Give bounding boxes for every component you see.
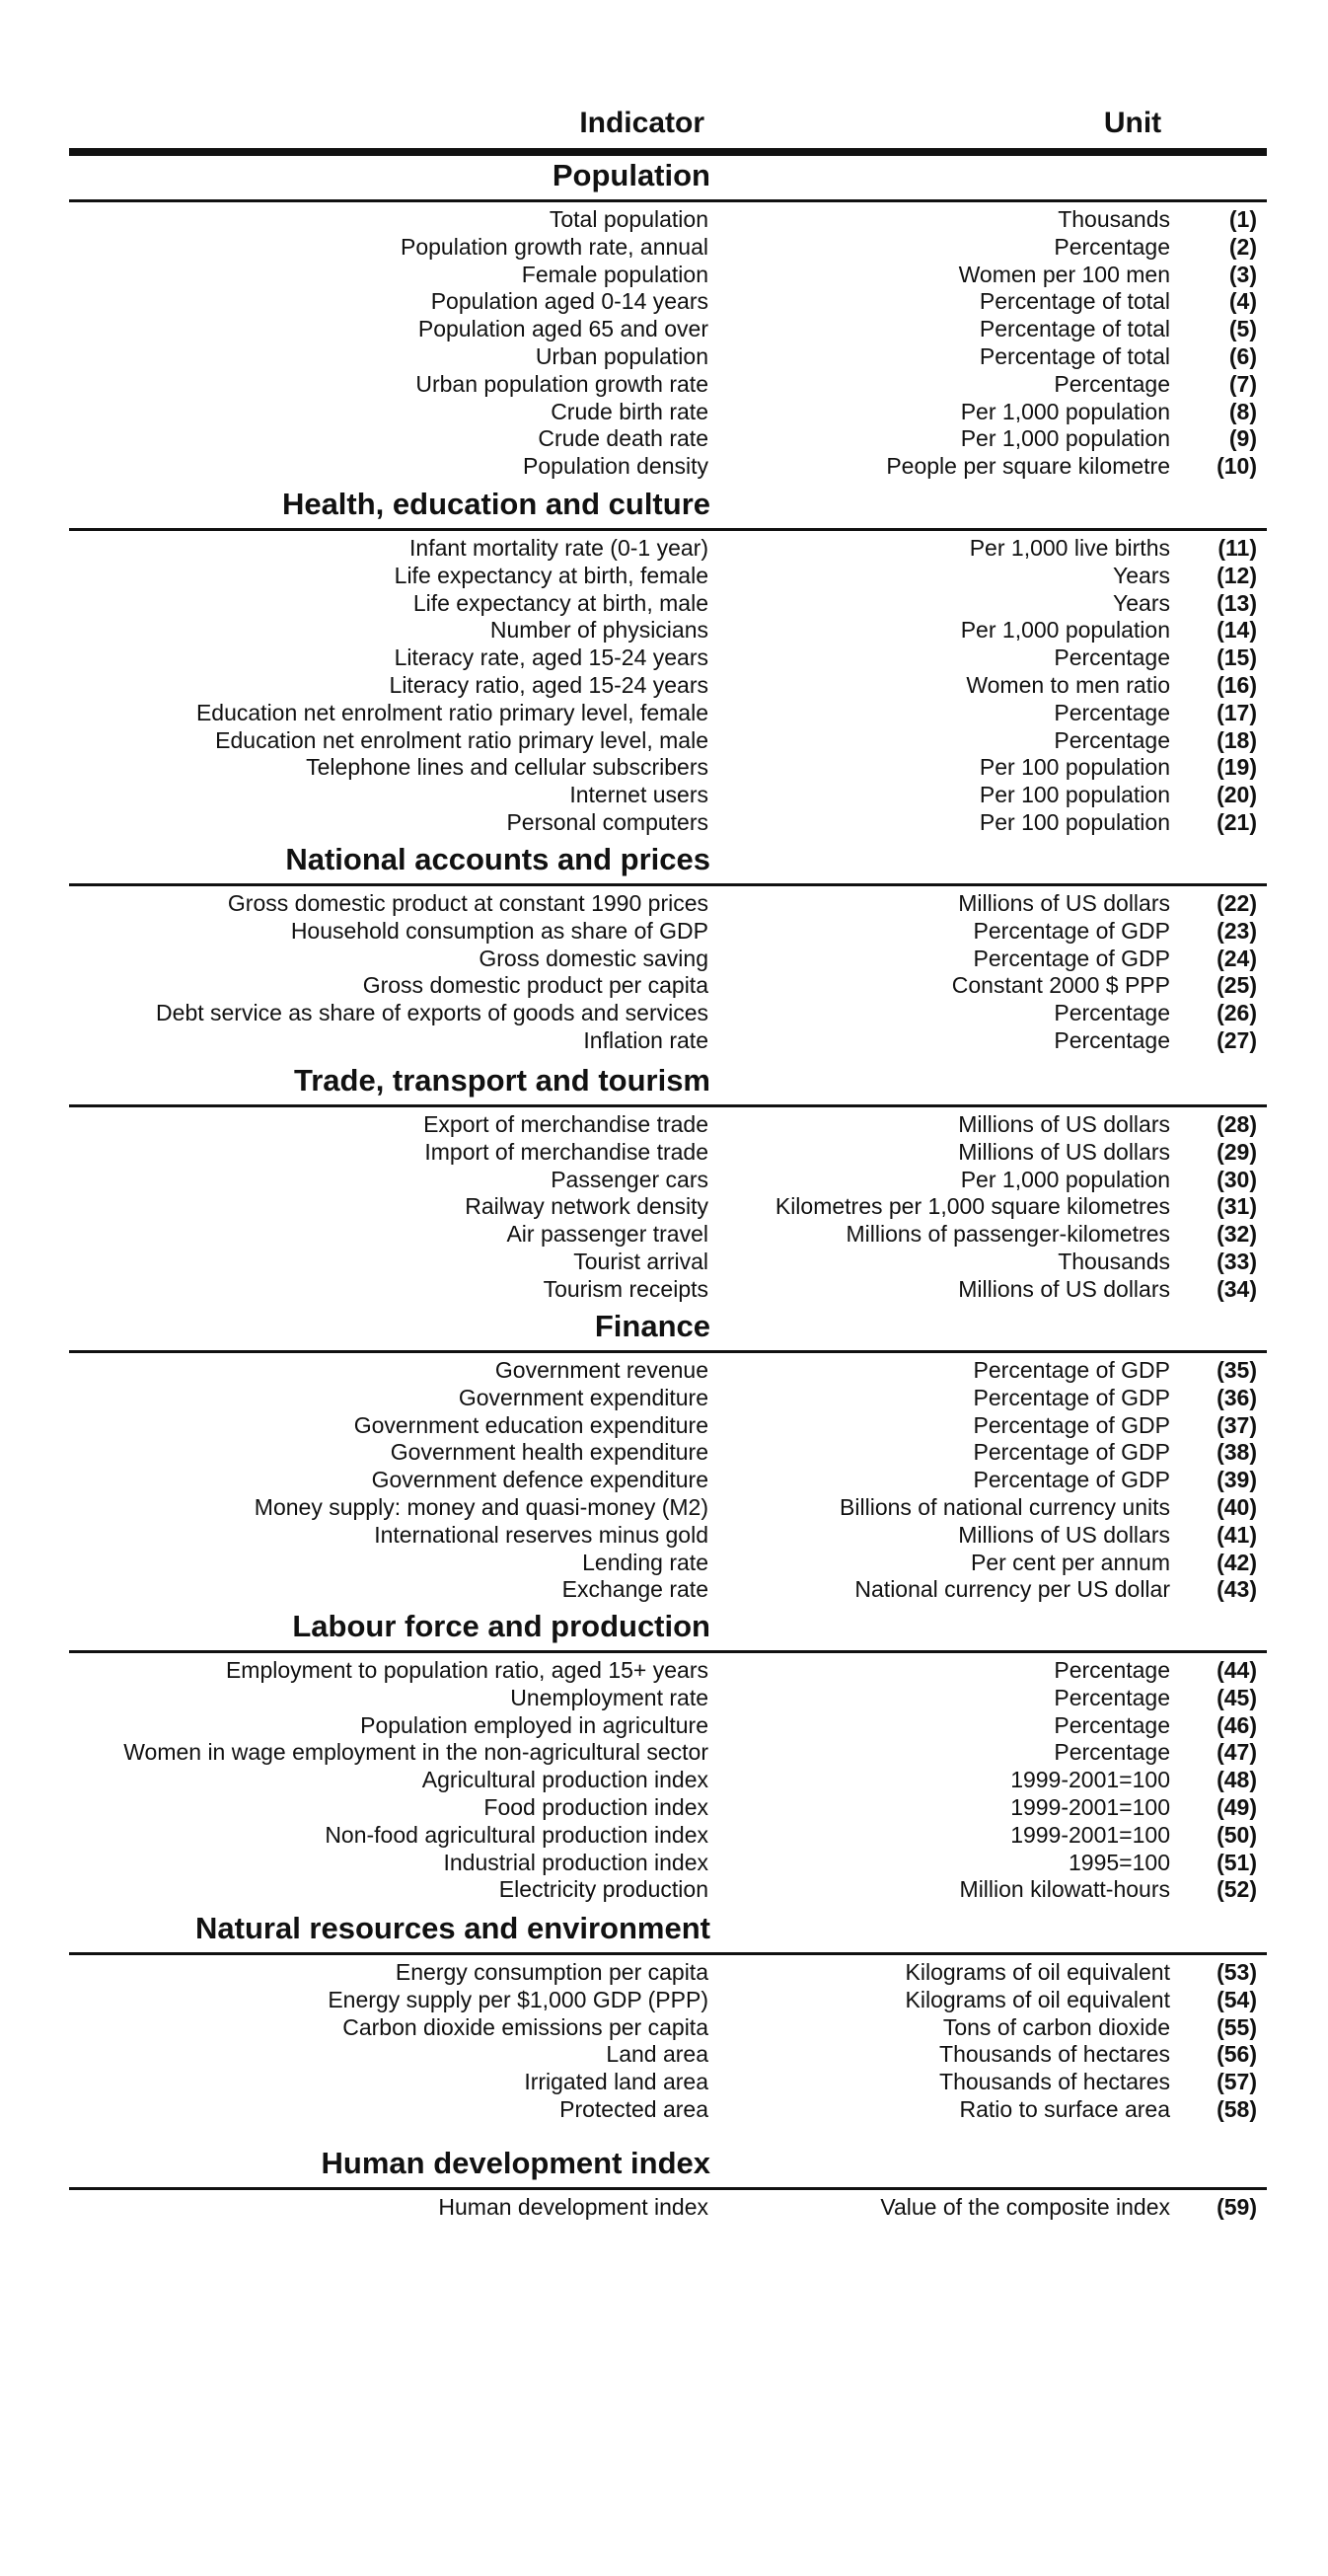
row-number: (18) — [1217, 726, 1257, 753]
row-number: (21) — [1217, 809, 1257, 835]
row-number: (26) — [1217, 1000, 1257, 1026]
unit-label: Kilograms of oil equivalent — [905, 1959, 1170, 1985]
row-number: (46) — [1217, 1711, 1257, 1738]
row-number: (52) — [1217, 1876, 1257, 1903]
table-row — [0, 1356, 1328, 1384]
table-row — [0, 1793, 1328, 1821]
unit-label: Per 1,000 population — [960, 425, 1170, 452]
row-number: (23) — [1217, 917, 1257, 944]
table-row — [0, 671, 1328, 699]
row-number: (43) — [1217, 1576, 1257, 1603]
table-row — [0, 616, 1328, 644]
table-row — [0, 1110, 1328, 1138]
table-row — [0, 781, 1328, 808]
section-title-trade-transport-and-tourism: Trade, transport and tourism — [293, 1063, 710, 1098]
row-number: (31) — [1217, 1193, 1257, 1220]
unit-label: Percentage — [1054, 1711, 1170, 1738]
indicator-name: Life expectancy at birth, female — [394, 562, 708, 588]
unit-label: Tons of carbon dioxide — [942, 2013, 1170, 2040]
table-row — [0, 726, 1328, 754]
row-number: (1) — [1228, 206, 1257, 232]
table-row — [0, 1684, 1328, 1711]
indicator-name: Telephone lines and cellular subscribers — [306, 754, 708, 781]
indicator-name: Crude birth rate — [551, 398, 708, 424]
table-row — [0, 753, 1328, 781]
unit-label: Percentage — [1054, 644, 1170, 671]
row-number: (34) — [1217, 1275, 1257, 1302]
indicator-name: Food production index — [483, 1794, 708, 1820]
indicator-name: Land area — [606, 2041, 708, 2068]
section-title-human-development-index: Human development index — [321, 2146, 710, 2180]
indicator-name: Population employed in agriculture — [360, 1711, 708, 1738]
table-row — [0, 205, 1328, 233]
row-number: (49) — [1217, 1794, 1257, 1820]
table-row — [0, 315, 1328, 342]
table-row — [0, 889, 1328, 917]
table-row — [0, 261, 1328, 288]
indicator-name: Literacy rate, aged 15-24 years — [394, 644, 708, 671]
row-number: (8) — [1228, 398, 1257, 424]
indicator-name: Import of merchandise trade — [424, 1138, 708, 1165]
table-row — [0, 2013, 1328, 2041]
table-row — [0, 1220, 1328, 1248]
row-number: (15) — [1217, 644, 1257, 671]
table-row — [0, 233, 1328, 261]
table-row — [0, 2068, 1328, 2095]
indicator-name: Population aged 0-14 years — [430, 288, 708, 315]
table-row — [0, 424, 1328, 452]
unit-label: Per 100 population — [979, 782, 1170, 808]
row-number: (11) — [1217, 535, 1257, 561]
unit-label: Per 100 population — [979, 809, 1170, 835]
unit-label: Constant 2000 $ PPP — [951, 972, 1170, 999]
indicator-name: Electricity production — [498, 1876, 708, 1903]
unit-label: 1999-2001=100 — [1010, 1821, 1170, 1848]
unit-label: Millions of US dollars — [958, 1275, 1170, 1302]
indicator-name: Lending rate — [582, 1549, 708, 1575]
table-row — [0, 999, 1328, 1026]
table-row — [0, 699, 1328, 726]
indicator-name: Personal computers — [506, 809, 708, 835]
unit-label: 1995=100 — [1069, 1849, 1170, 1875]
section-rule — [69, 1650, 1267, 1653]
row-number: (41) — [1217, 1521, 1257, 1548]
indicator-name: Internet users — [569, 782, 708, 808]
row-number: (14) — [1217, 617, 1257, 644]
indicator-name: Irrigated land area — [524, 2069, 708, 2095]
unit-label: Per 1,000 population — [960, 398, 1170, 424]
table-row — [0, 1575, 1328, 1603]
unit-label: Ratio to surface area — [959, 2096, 1170, 2122]
row-number: (7) — [1228, 370, 1257, 397]
row-number: (19) — [1217, 754, 1257, 781]
unit-label: Percentage — [1054, 726, 1170, 753]
indicator-name: Air passenger travel — [506, 1221, 708, 1248]
header-rule — [69, 148, 1267, 156]
unit-label: 1999-2001=100 — [1010, 1794, 1170, 1820]
row-number: (24) — [1217, 945, 1257, 971]
row-number: (39) — [1217, 1467, 1257, 1493]
row-number: (30) — [1217, 1166, 1257, 1192]
unit-label: Per cent per annum — [970, 1549, 1170, 1575]
unit-label: Per 1,000 population — [960, 617, 1170, 644]
table-row — [0, 287, 1328, 315]
indicator-name: Government defence expenditure — [371, 1467, 708, 1493]
unit-label: Millions of US dollars — [958, 890, 1170, 916]
table-row — [0, 1986, 1328, 2013]
unit-label: Per 100 population — [979, 754, 1170, 781]
section-rule — [69, 1350, 1267, 1353]
indicator-name: Inflation rate — [583, 1027, 708, 1053]
unit-label: Women per 100 men — [958, 261, 1170, 287]
indicator-name: Government health expenditure — [390, 1439, 708, 1466]
table-row — [0, 1026, 1328, 1054]
table-row — [0, 1138, 1328, 1166]
row-number: (33) — [1217, 1249, 1257, 1274]
unit-label: Percentage — [1054, 1000, 1170, 1026]
unit-label: Million kilowatt-hours — [959, 1876, 1170, 1903]
unit-column-header: Unit — [1103, 107, 1162, 139]
table-row — [0, 2095, 1328, 2123]
row-number: (55) — [1217, 2013, 1257, 2040]
unit-label: Women to men ratio — [966, 672, 1170, 698]
table-row — [0, 1166, 1328, 1193]
table-header — [0, 107, 1328, 146]
unit-label: Per 1,000 population — [960, 1166, 1170, 1192]
row-number: (53) — [1217, 1959, 1257, 1985]
table-row — [0, 2193, 1328, 2221]
indicator-name: Energy supply per $1,000 GDP (PPP) — [328, 1986, 708, 2012]
table-row — [0, 1248, 1328, 1275]
table-row — [0, 1438, 1328, 1466]
table-row — [0, 562, 1328, 589]
table-row — [0, 644, 1328, 671]
unit-label: National currency per US dollar — [854, 1576, 1170, 1603]
row-number: (22) — [1217, 890, 1257, 916]
indicator-name: Non-food agricultural production index — [325, 1821, 708, 1848]
indicator-name: Urban population growth rate — [415, 370, 708, 397]
indicator-name: Population aged 65 and over — [417, 316, 708, 342]
indicator-name: Urban population — [535, 343, 708, 369]
indicator-name: Number of physicians — [489, 617, 708, 644]
table-row — [0, 1493, 1328, 1521]
row-number: (9) — [1228, 425, 1257, 452]
section-title-labour-force-and-production: Labour force and production — [292, 1609, 710, 1643]
indicator-name: Export of merchandise trade — [423, 1111, 708, 1137]
table-row — [0, 398, 1328, 425]
unit-label: Percentage — [1054, 1657, 1170, 1683]
row-number: (58) — [1217, 2096, 1257, 2122]
indicator-name: Household consumption as share of GDP — [290, 917, 708, 944]
indicator-name: Protected area — [559, 2096, 708, 2122]
unit-label: Millions of US dollars — [958, 1138, 1170, 1165]
unit-label: Millions of passenger-kilometres — [846, 1221, 1170, 1248]
indicator-name: Human development index — [438, 2194, 708, 2220]
table-row — [0, 342, 1328, 370]
table-row — [0, 452, 1328, 480]
row-number: (16) — [1217, 672, 1257, 698]
indicator-name: Passenger cars — [551, 1166, 708, 1192]
table-row — [0, 1821, 1328, 1849]
indicator-name: Literacy ratio, aged 15-24 years — [389, 672, 708, 698]
indicator-name: Industrial production index — [443, 1849, 708, 1875]
indicator-name: Education net enrolment ratio primary level, female — [195, 699, 708, 725]
unit-label: Thousands of hectares — [939, 2041, 1170, 2068]
indicator-name: Unemployment rate — [510, 1684, 708, 1710]
indicator-name: Gross domestic saving — [479, 945, 708, 971]
unit-label: Percentage of GDP — [973, 1467, 1170, 1493]
table-row — [0, 1849, 1328, 1876]
unit-label: Years — [1113, 562, 1170, 588]
indicator-name: Government education expenditure — [353, 1411, 708, 1438]
table-row — [0, 589, 1328, 617]
unit-label: 1999-2001=100 — [1010, 1767, 1170, 1793]
unit-label: Percentage — [1054, 699, 1170, 725]
row-number: (50) — [1217, 1821, 1257, 1848]
unit-label: Percentage — [1054, 1027, 1170, 1053]
indicator-name: Crude death rate — [538, 425, 708, 452]
section-title-population: Population — [552, 158, 710, 192]
row-number: (36) — [1217, 1384, 1257, 1410]
unit-label: Billions of national currency units — [840, 1494, 1170, 1520]
row-number: (37) — [1217, 1411, 1257, 1438]
indicator-name: Energy consumption per capita — [395, 1959, 708, 1985]
indicator-name: Infant mortality rate (0-1 year) — [409, 535, 708, 561]
table-row — [0, 1549, 1328, 1576]
indicator-name: Tourism receipts — [543, 1275, 708, 1302]
row-number: (25) — [1217, 972, 1257, 999]
indicator-name: Women in wage employment in the non-agricultural sector — [123, 1739, 708, 1766]
table-row — [0, 370, 1328, 398]
table-row — [0, 1275, 1328, 1303]
indicator-name: Total population — [549, 206, 708, 232]
section-rule — [69, 1952, 1267, 1955]
indicator-name: Life expectancy at birth, male — [412, 589, 708, 616]
unit-label: Percentage — [1054, 1684, 1170, 1710]
indicator-name: Education net enrolment ratio primary level, male — [215, 726, 708, 753]
section-rule — [69, 1104, 1267, 1107]
row-number: (12) — [1217, 562, 1257, 588]
row-number: (54) — [1217, 1986, 1257, 2012]
indicator-name: Gross domestic product per capita — [362, 972, 708, 999]
unit-label: Percentage — [1054, 1739, 1170, 1766]
table-row — [0, 1711, 1328, 1739]
unit-label: Thousands of hectares — [939, 2069, 1170, 2095]
row-number: (32) — [1217, 1221, 1257, 1248]
indicator-name: Gross domestic product at constant 1990 prices — [227, 890, 708, 916]
row-number: (20) — [1217, 782, 1257, 808]
indicator-name: Railway network density — [465, 1193, 708, 1220]
unit-label: Millions of US dollars — [958, 1521, 1170, 1548]
table-row — [0, 1875, 1328, 1903]
row-number: (44) — [1217, 1657, 1257, 1683]
table-row — [0, 1521, 1328, 1549]
row-number: (28) — [1217, 1111, 1257, 1137]
table-row — [0, 808, 1328, 836]
indicator-column-header: Indicator — [579, 107, 704, 139]
row-number: (6) — [1228, 343, 1257, 369]
unit-label: Percentage of total — [979, 343, 1170, 369]
table-row — [0, 917, 1328, 945]
row-number: (13) — [1217, 589, 1257, 616]
table-row — [0, 1411, 1328, 1439]
indicator-name: Money supply: money and quasi-money (M2) — [254, 1494, 708, 1520]
section-title-natural-resources-and-environment: Natural resources and environment — [195, 1911, 710, 1945]
table-row — [0, 1958, 1328, 1986]
table-row — [0, 1384, 1328, 1411]
table-row — [0, 1192, 1328, 1220]
unit-label: Percentage of GDP — [973, 1357, 1170, 1383]
table-row — [0, 971, 1328, 999]
row-number: (40) — [1217, 1494, 1257, 1520]
unit-label: Percentage of GDP — [973, 945, 1170, 971]
indicator-name: Population density — [523, 453, 708, 480]
row-number: (47) — [1217, 1739, 1257, 1766]
row-number: (2) — [1228, 233, 1257, 260]
indicator-name: Exchange rate — [561, 1576, 708, 1603]
unit-label: Per 1,000 live births — [969, 535, 1170, 561]
unit-label: Percentage of GDP — [973, 1384, 1170, 1410]
unit-label: Kilometres per 1,000 square kilometres — [775, 1193, 1170, 1220]
unit-label: People per square kilometre — [886, 453, 1170, 480]
row-number: (5) — [1228, 316, 1257, 342]
table-row — [0, 1656, 1328, 1684]
row-number: (27) — [1217, 1027, 1257, 1053]
unit-label: Percentage of GDP — [973, 1411, 1170, 1438]
unit-label: Thousands — [1058, 1249, 1170, 1274]
unit-label: Percentage of total — [979, 288, 1170, 315]
section-title-finance: Finance — [594, 1309, 710, 1343]
row-number: (38) — [1217, 1439, 1257, 1466]
unit-label: Percentage of GDP — [973, 1439, 1170, 1466]
unit-label: Millions of US dollars — [958, 1111, 1170, 1137]
section-rule — [69, 199, 1267, 202]
row-number: (57) — [1217, 2069, 1257, 2095]
indicator-name: Government revenue — [494, 1357, 708, 1383]
unit-label: Percentage of GDP — [973, 917, 1170, 944]
indicator-name: Agricultural production index — [421, 1767, 708, 1793]
indicator-name: Government expenditure — [458, 1384, 708, 1410]
table-row — [0, 1466, 1328, 1493]
indicator-name: Tourist arrival — [573, 1249, 708, 1274]
table-row — [0, 534, 1328, 562]
row-number: (4) — [1228, 288, 1257, 315]
unit-label: Percentage — [1054, 233, 1170, 260]
unit-label: Percentage of total — [979, 316, 1170, 342]
unit-label: Years — [1113, 589, 1170, 616]
row-number: (10) — [1217, 453, 1257, 480]
row-number: (56) — [1217, 2041, 1257, 2068]
table-row — [0, 945, 1328, 972]
row-number: (29) — [1217, 1138, 1257, 1165]
section-rule — [69, 883, 1267, 886]
indicator-name: Carbon dioxide emissions per capita — [342, 2013, 708, 2040]
section-rule — [69, 2187, 1267, 2190]
row-number: (35) — [1217, 1357, 1257, 1383]
section-rule — [69, 528, 1267, 531]
indicator-name: Female population — [521, 261, 708, 287]
indicator-name: Employment to population ratio, aged 15+ years — [225, 1657, 708, 1683]
table-row — [0, 1738, 1328, 1766]
indicator-name: Debt service as share of exports of goods and services — [156, 1000, 708, 1026]
section-title-health-education-and-culture: Health, education and culture — [281, 487, 710, 521]
unit-label: Kilograms of oil equivalent — [905, 1986, 1170, 2012]
row-number: (59) — [1217, 2194, 1257, 2220]
unit-label: Thousands — [1058, 206, 1170, 232]
row-number: (51) — [1217, 1849, 1257, 1875]
row-number: (42) — [1217, 1549, 1257, 1575]
table-row — [0, 1766, 1328, 1793]
indicator-name: International reserves minus gold — [374, 1521, 708, 1548]
unit-label: Value of the composite index — [880, 2194, 1170, 2220]
unit-label: Percentage — [1054, 370, 1170, 397]
row-number: (45) — [1217, 1684, 1257, 1710]
row-number: (48) — [1217, 1767, 1257, 1793]
row-number: (3) — [1228, 261, 1257, 287]
table-row — [0, 2040, 1328, 2068]
row-number: (17) — [1217, 699, 1257, 725]
indicator-name: Population growth rate, annual — [401, 233, 708, 260]
section-title-national-accounts-and-prices: National accounts and prices — [285, 842, 710, 876]
